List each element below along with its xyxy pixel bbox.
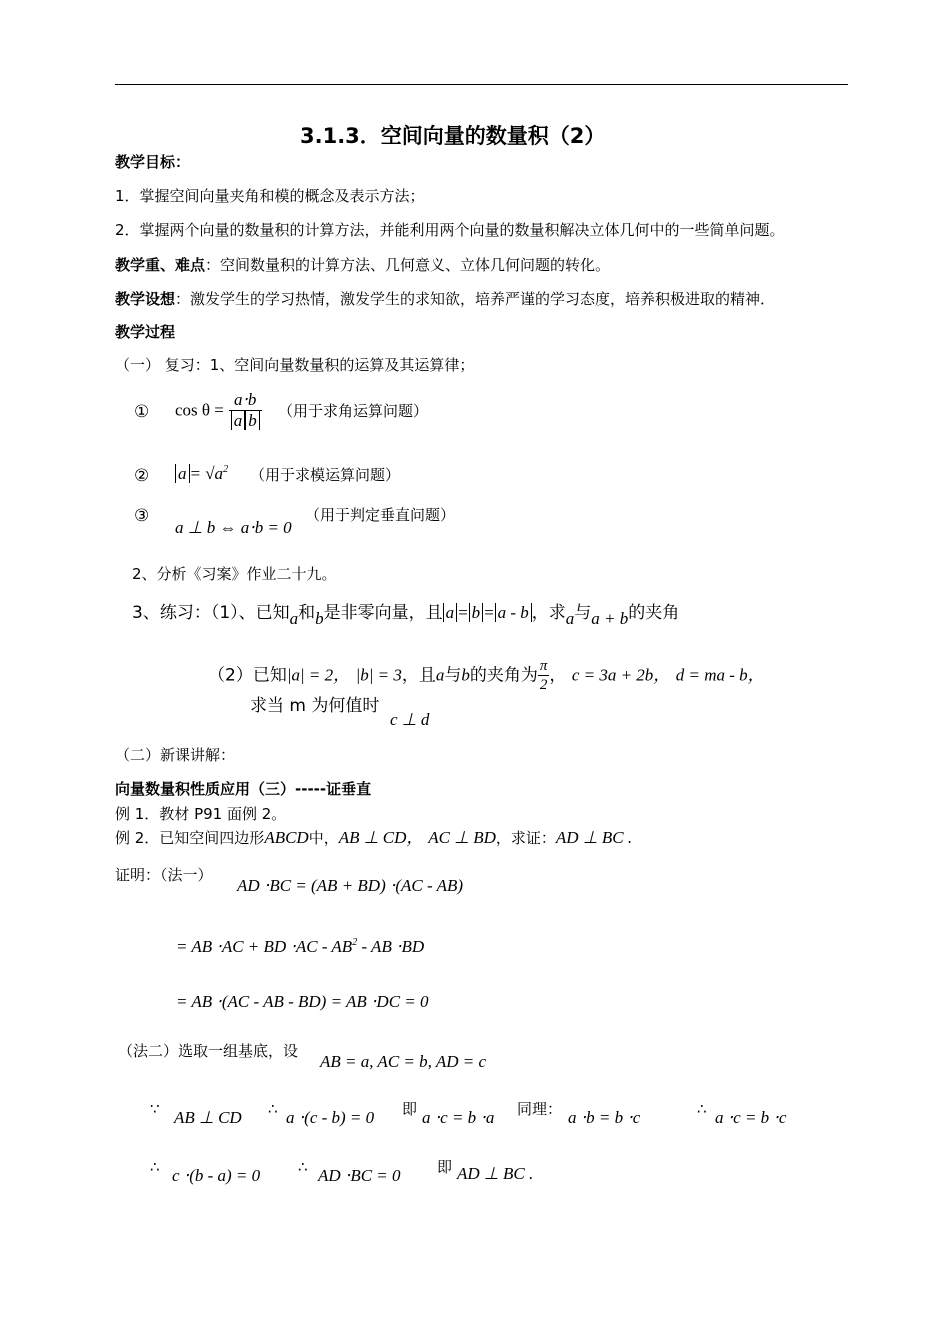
modulus-product: a b — [229, 411, 262, 431]
perp-formula: a ⊥ b ⇔ a⋅b = 0 — [175, 518, 292, 537]
teaching-idea — [115, 290, 775, 308]
c-perp-d: c ⊥ d — [390, 710, 430, 729]
m2-ab-bc: a ⋅b = b ⋅c — [568, 1108, 641, 1127]
ji-2: 即 — [437, 1158, 453, 1176]
cos-fraction — [229, 390, 262, 432]
m2-dot-zero: a ⋅(c - b) = 0 — [286, 1108, 375, 1127]
m2-c-b-a: c ⋅(b - a) = 0 — [172, 1166, 261, 1185]
therefore-3: ∴ — [150, 1158, 160, 1176]
example-2: 例 2．已知空间四边形ABCD中，AB ⊥ CD， AC ⊥ BD，求证：AD ⊥ BC . — [115, 828, 633, 847]
header-rule — [115, 84, 848, 85]
because-symbol: ∵ — [150, 1100, 160, 1118]
idea-text: ：激发学生的学习热情，激发学生的求知欲，培养严谨的学习态度，培养积极进取的精神． — [175, 290, 776, 308]
item-3-mark: ③ — [134, 506, 150, 526]
goal-1: 1．掌握空间向量夹角和模的概念及表示方法； — [115, 187, 425, 205]
item-1-mark: ① — [134, 402, 150, 422]
goals-heading: 教学目标： — [115, 153, 191, 171]
mod-a: a — [175, 464, 190, 483]
ji-1: 即 — [402, 1100, 418, 1118]
section-heading: 向量数量积性质应用（三）-----证垂直 — [115, 780, 372, 798]
m2-ad-bc-zero: AD ⋅BC = 0 — [318, 1166, 401, 1185]
process-heading: 教学过程 — [115, 323, 176, 341]
new-lesson: （二）新课讲解： — [115, 746, 236, 764]
idea-label: 教学设想 — [115, 290, 176, 308]
dot-ab: a⋅b — [229, 390, 262, 411]
therefore-4: ∴ — [298, 1158, 308, 1176]
therefore-2: ∴ — [697, 1100, 707, 1118]
sqrt-part: = √a — [189, 464, 224, 483]
example-1: 例 1．教材 P91 面例 2。 — [115, 805, 287, 823]
proof-line-2: = AB ⋅AC + BD $\cdot AC - AB^2$ - AB ⋅BD — [176, 937, 425, 956]
exercise-2: （2）已知|a| = 2， |b| = 3，且a与b的夹角为 $\frac{\pi}{2}$ ， c = 3a + 2b， d = ma - b， — [208, 658, 765, 693]
m2-ac-ba: a ⋅c = b ⋅a — [422, 1108, 495, 1127]
proof-line-3: = AB ⋅(AC - AB - BD) = AB ⋅DC = 0 — [176, 992, 429, 1011]
key-label: 教学重、难点 — [115, 256, 206, 274]
item-1-note: （用于求角运算问题） — [278, 402, 429, 420]
proof-label: 证明：（法一） — [115, 866, 213, 884]
tongli: 同理： — [517, 1100, 563, 1118]
item-3-note: （用于判定垂直问题） — [305, 506, 456, 524]
pi-over-two: $\frac{\pi}{2}$ — [539, 658, 548, 693]
cos-lhs: cos θ = — [175, 400, 224, 420]
exercise-2-ask: 求当 m 为何值时 — [250, 696, 380, 716]
therefore-1: ∴ — [268, 1100, 278, 1118]
cos-formula — [175, 390, 262, 432]
goal-2: 2．掌握两个向量的数量积的计算方法，并能利用两个向量的数量积解决立体几何中的一些简单问题。 — [115, 221, 785, 239]
item-2-mark: ② — [134, 466, 150, 486]
item-2-note: （用于求模运算问题） — [250, 466, 401, 484]
m2-ab-perp-cd: AB ⊥ CD — [174, 1108, 242, 1127]
review-line: （一） 复习：1、空间向量数量积的运算及其运算律； — [115, 356, 475, 374]
key-text: ：空间数量积的计算方法、几何意义、立体几何问题的转化。 — [205, 256, 611, 274]
analysis-line: 2、分析《习案》作业二十九。 — [132, 565, 337, 583]
key-points — [115, 256, 610, 274]
exercise-1: 3、练习：（1）、已知a和b是非零向量，且 a = b = a - b ，求a与a + b的夹角 — [132, 603, 680, 628]
modulus-formula: $a = √a^2$ — [175, 464, 228, 484]
method-2-label: （法二）选取一组基底，设 — [118, 1042, 299, 1060]
m2-ac-bc: a ⋅c = b ⋅c — [715, 1108, 787, 1127]
proof-line-1: AD ⋅BC = (AB + BD) ⋅(AC - AB) — [237, 876, 464, 895]
page-title: 3.1.3．空间向量的数量积（2） — [300, 124, 606, 148]
m2-ad-perp-bc: AD ⊥ BC . — [457, 1164, 534, 1183]
basis-def: AB = a, AC = b, AD = c — [320, 1052, 486, 1071]
